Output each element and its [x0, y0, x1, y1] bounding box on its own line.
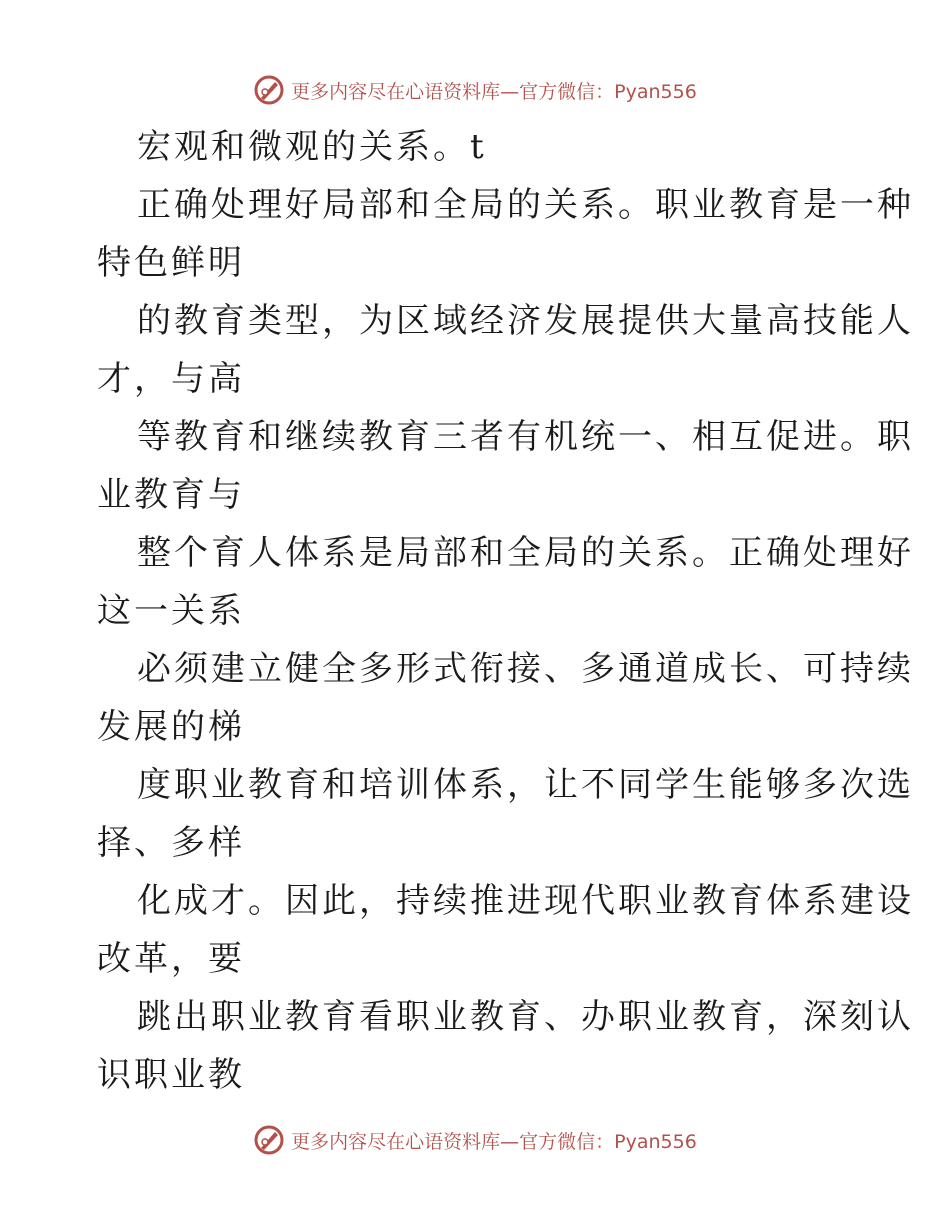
text-line: 跳出职业教育看职业教育、办职业教育，深刻认: [137, 997, 914, 1037]
text-line: 宏观和微观的关系。t: [137, 127, 487, 167]
quill-seal-icon: [253, 74, 285, 106]
text-line: 才，与高: [97, 359, 245, 399]
text-line: 业教育与: [97, 475, 245, 515]
text-line: 必须建立健全多形式衔接、多通道成长、可持续: [137, 649, 914, 689]
footer-banner: [0, 1120, 950, 1160]
text-line: 这一关系: [97, 591, 245, 631]
text-line: 特色鲜明: [97, 243, 245, 283]
quill-seal-icon: [253, 1124, 285, 1156]
text-line: 识职业教: [97, 1055, 245, 1095]
header-banner-text: 更多内容尽在心语资料库—官方微信：Pyan556: [291, 80, 697, 103]
text-line: 择、多样: [97, 823, 245, 863]
footer-banner-text: 更多内容尽在心语资料库—官方微信：Pyan556: [291, 1130, 697, 1153]
text-line: 改革，要: [97, 939, 245, 979]
document-body: [97, 118, 914, 1104]
text-line: 整个育人体系是局部和全局的关系。正确处理好: [137, 533, 914, 573]
text-line: 化成才。因此，持续推进现代职业教育体系建设: [137, 881, 914, 921]
text-line: 度职业教育和培训体系，让不同学生能够多次选: [137, 765, 914, 805]
text-line: 的教育类型，为区域经济发展提供大量高技能人: [137, 301, 914, 341]
text-line: 正确处理好局部和全局的关系。职业教育是一种: [137, 185, 914, 225]
text-line: 等教育和继续教育三者有机统一、相互促进。职: [137, 417, 914, 457]
header-banner: [0, 70, 950, 110]
text-line: 发展的梯: [97, 707, 245, 747]
